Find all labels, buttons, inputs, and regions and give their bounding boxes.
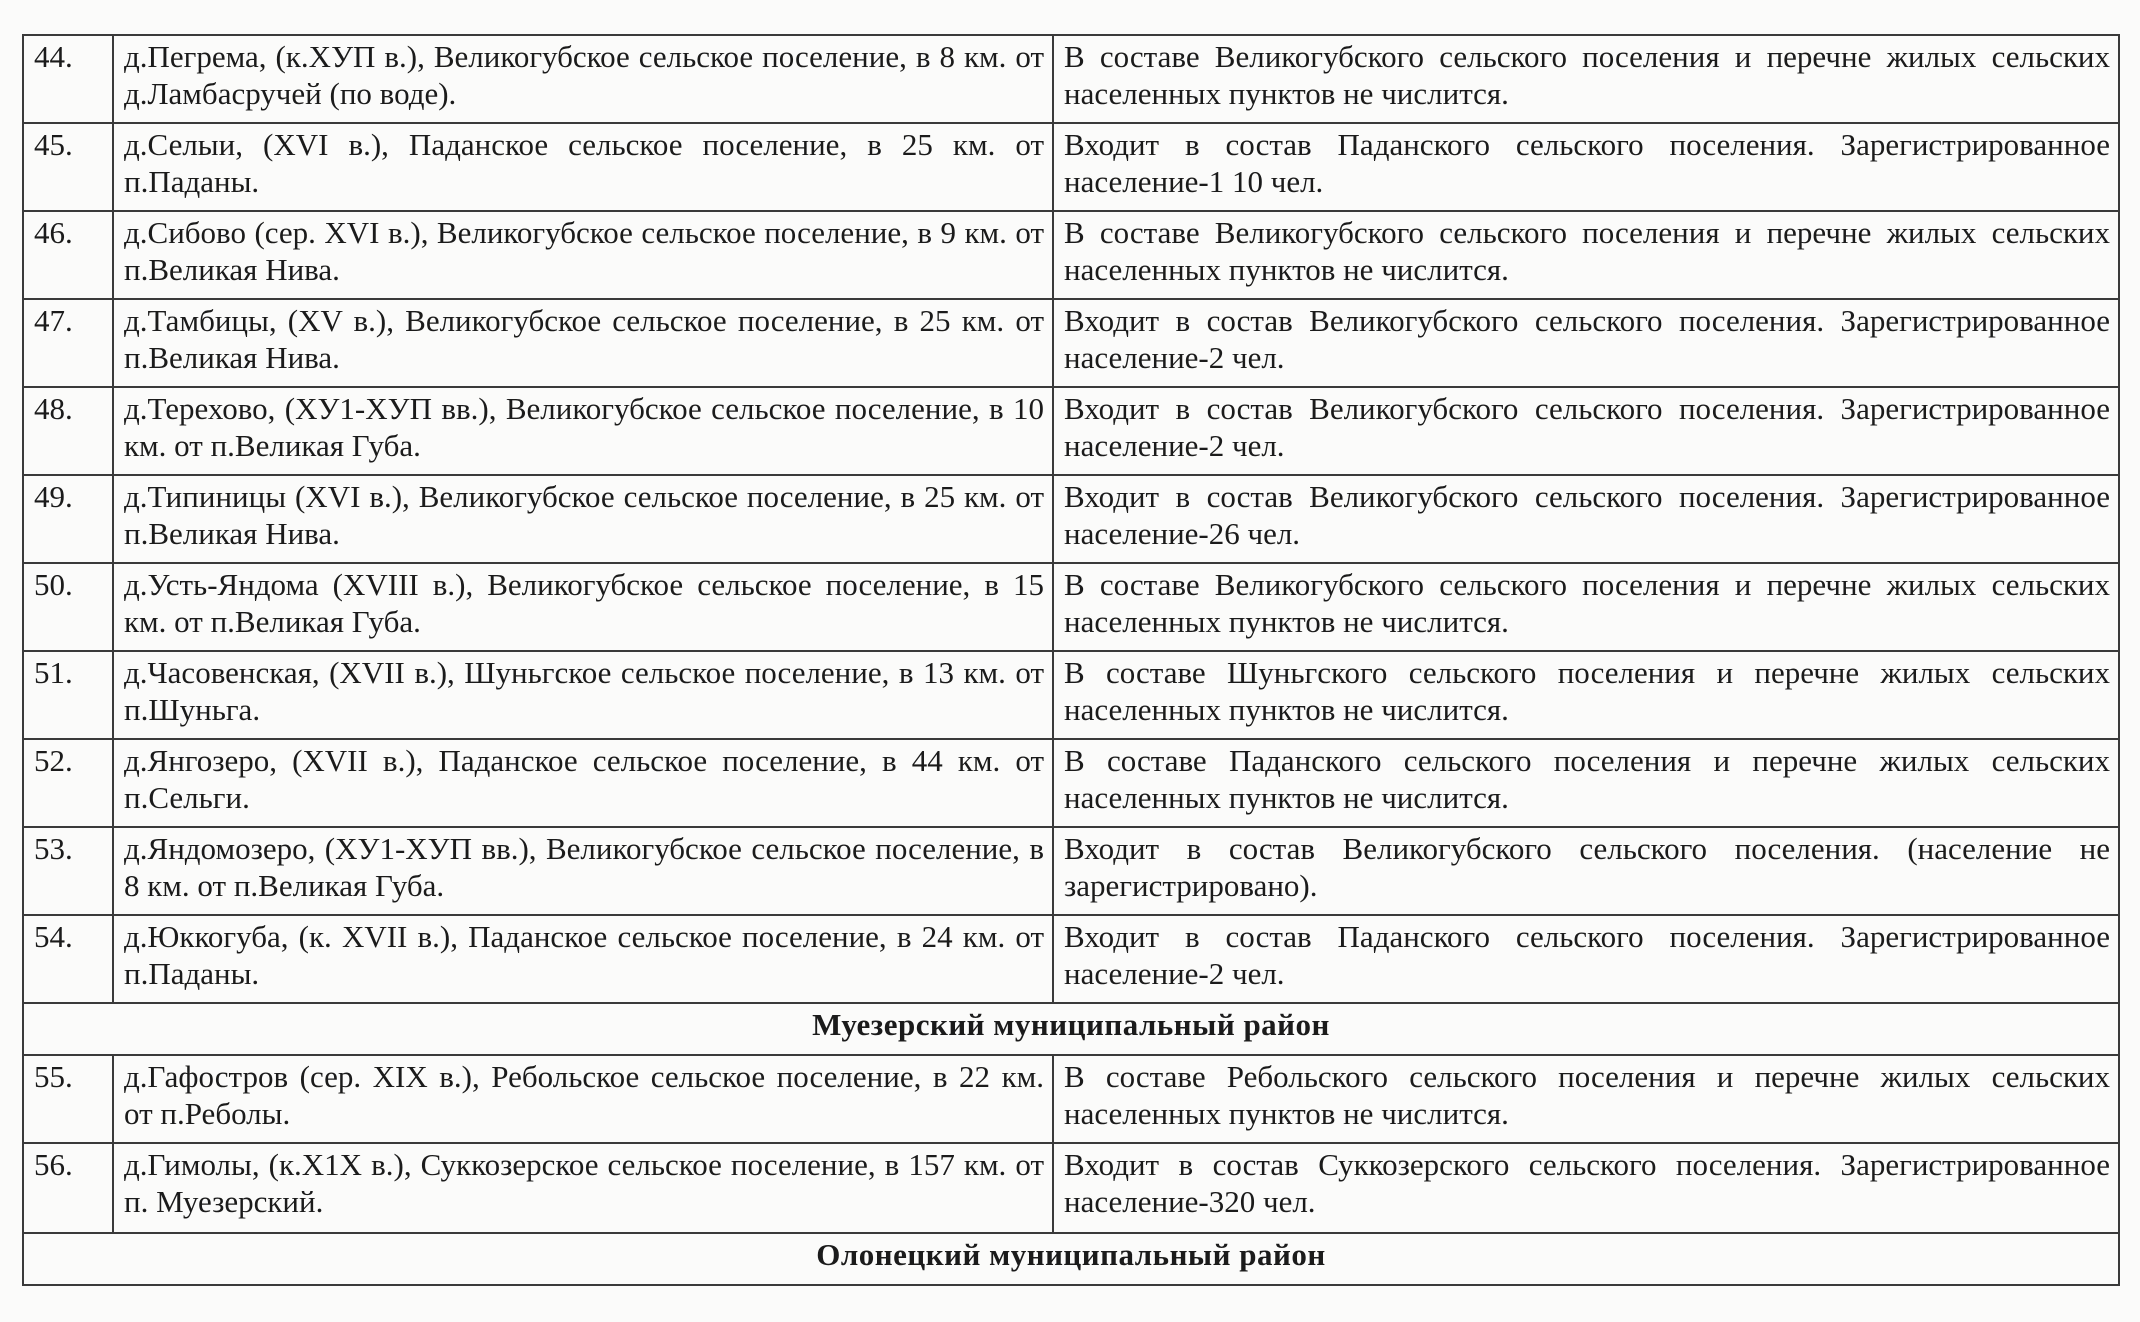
settlement-description: д.Гафостров (сер. XIX в.), Ребольское сельское поселение, в 22 км. от п.Реболы.	[113, 1055, 1053, 1143]
settlement-description: д.Сибово (сер. XVI в.), Великогубское сельское поселение, в 9 км. от п.Великая Нива.	[113, 211, 1053, 299]
district-section-row	[23, 1233, 2119, 1285]
row-number: 52.	[23, 739, 113, 827]
settlements-table-body	[23, 35, 2119, 1285]
row-number: 55.	[23, 1055, 113, 1143]
settlements-table	[22, 34, 2120, 1286]
row-number: 53.	[23, 827, 113, 915]
row-number: 54.	[23, 915, 113, 1003]
settlement-status: Входит в состав Паданского сельского поселения. Зарегистрированное население-2 чел.	[1053, 915, 2119, 1003]
settlement-status: Входит в состав Великогубского сельского поселения. Зарегистрированное население-2 чел.	[1053, 299, 2119, 387]
settlement-description: д.Усть-Яндома (XVIII в.), Великогубское сельское поселение, в 15 км. от п.Великая Губа.	[113, 563, 1053, 651]
settlement-description: д.Янгозеро, (XVII в.), Паданское сельское поселение, в 44 км. от п.Сельги.	[113, 739, 1053, 827]
table-row	[23, 651, 2119, 739]
settlement-status: Входит в состав Паданского сельского поселения. Зарегистрированное население-1 10 чел.	[1053, 123, 2119, 211]
settlement-description: д.Типиницы (XVI в.), Великогубское сельское поселение, в 25 км. от п.Великая Нива.	[113, 475, 1053, 563]
settlement-description: д.Пегрема, (к.ХУП в.), Великогубское сельское поселение, в 8 км. от д.Ламбасручей (по воде).	[113, 35, 1053, 123]
settlement-description: д.Яндомозеро, (ХУ1-ХУП вв.), Великогубское сельское поселение, в 8 км. от п.Великая Губа.	[113, 827, 1053, 915]
table-row	[23, 915, 2119, 1003]
row-number: 48.	[23, 387, 113, 475]
settlement-description: д.Часовенская, (XVII в.), Шуньгское сельское поселение, в 13 км. от п.Шуньга.	[113, 651, 1053, 739]
settlement-description: д.Тамбицы, (XV в.), Великогубское сельское поселение, в 25 км. от п.Великая Нива.	[113, 299, 1053, 387]
settlement-status: Входит в состав Великогубского сельского поселения. Зарегистрированное население-2 чел.	[1053, 387, 2119, 475]
row-number: 51.	[23, 651, 113, 739]
row-number: 56.	[23, 1143, 113, 1233]
row-number: 49.	[23, 475, 113, 563]
settlement-description: д.Селыи, (XVI в.), Паданское сельское поселение, в 25 км. от п.Паданы.	[113, 123, 1053, 211]
district-section-row	[23, 1003, 2119, 1055]
settlement-status: В составе Великогубского сельского поселения и перечне жилых сельских населенных пунктов не числится.	[1053, 211, 2119, 299]
table-row	[23, 1055, 2119, 1143]
settlement-status: В составе Паданского сельского поселения и перечне жилых сельских населенных пунктов не числится.	[1053, 739, 2119, 827]
table-row	[23, 739, 2119, 827]
settlement-description: д.Юккогуба, (к. XVII в.), Паданское сельское поселение, в 24 км. от п.Паданы.	[113, 915, 1053, 1003]
district-heading: Муезерский муниципальный район	[23, 1003, 2119, 1055]
row-number: 47.	[23, 299, 113, 387]
row-number: 46.	[23, 211, 113, 299]
settlement-status: Входит в состав Суккозерского сельского поселения. Зарегистрированное население-320 чел.	[1053, 1143, 2119, 1233]
table-row	[23, 387, 2119, 475]
settlement-description: д.Терехово, (ХУ1-ХУП вв.), Великогубское сельское поселение, в 10 км. от п.Великая Губа.	[113, 387, 1053, 475]
table-row	[23, 299, 2119, 387]
settlement-status: Входит в состав Великогубского сельского поселения. (население не зарегистрировано).	[1053, 827, 2119, 915]
settlement-status: В составе Великогубского сельского поселения и перечне жилых сельских населенных пунктов не числится.	[1053, 35, 2119, 123]
table-row	[23, 827, 2119, 915]
row-number: 44.	[23, 35, 113, 123]
table-row	[23, 475, 2119, 563]
table-row	[23, 123, 2119, 211]
settlement-status: В составе Великогубского сельского поселения и перечне жилых сельских населенных пунктов не числится.	[1053, 563, 2119, 651]
row-number: 50.	[23, 563, 113, 651]
row-number: 45.	[23, 123, 113, 211]
settlement-status: В составе Шуньгского сельского поселения и перечне жилых сельских населенных пунктов не числится.	[1053, 651, 2119, 739]
table-row	[23, 1143, 2119, 1233]
settlement-status: В составе Ребольского сельского поселения и перечне жилых сельских населенных пунктов не числится.	[1053, 1055, 2119, 1143]
table-row	[23, 35, 2119, 123]
settlement-status: Входит в состав Великогубского сельского поселения. Зарегистрированное население-26 чел.	[1053, 475, 2119, 563]
settlement-description: д.Гимолы, (к.Х1Х в.), Суккозерское сельское поселение, в 157 км. от п. Муезерский.	[113, 1143, 1053, 1233]
district-heading: Олонецкий муниципальный район	[23, 1233, 2119, 1285]
table-row	[23, 211, 2119, 299]
table-row	[23, 563, 2119, 651]
